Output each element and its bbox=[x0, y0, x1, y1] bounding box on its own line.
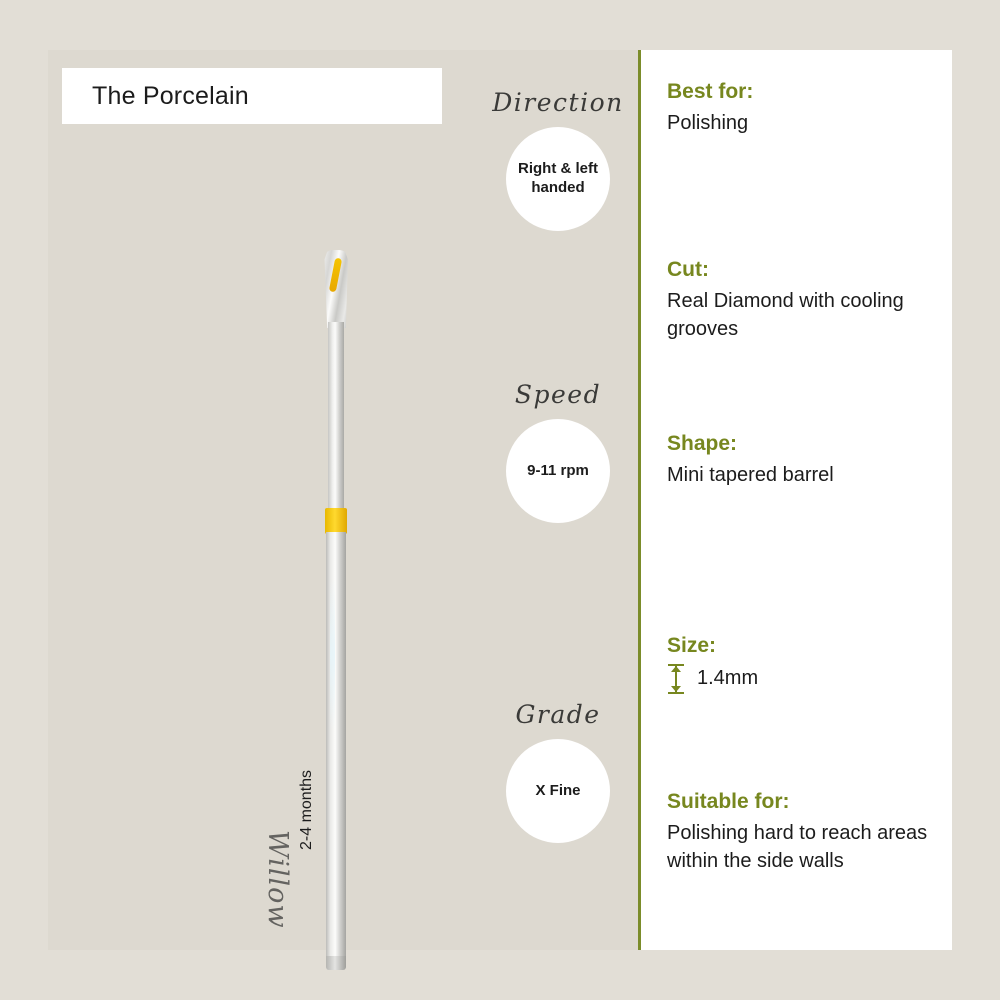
bur-graphic bbox=[313, 250, 359, 970]
attribute-direction bbox=[478, 88, 638, 231]
spec-suitable-for bbox=[667, 790, 937, 875]
spec-shape-value: Mini tapered barrel bbox=[667, 464, 834, 486]
spec-best-for bbox=[667, 80, 937, 138]
bur-shank-icon bbox=[326, 532, 346, 962]
bur-grade-band-icon bbox=[325, 508, 347, 534]
attribute-speed bbox=[478, 380, 638, 523]
specs-panel bbox=[638, 50, 952, 950]
spec-shape-label: Shape: bbox=[667, 432, 738, 455]
page-title: The Porcelain bbox=[92, 81, 249, 110]
spec-best-for-label: Best for: bbox=[667, 80, 754, 103]
title-bar bbox=[62, 68, 442, 124]
attribute-direction-value: Right & left handed bbox=[506, 127, 610, 231]
spec-cut bbox=[667, 258, 937, 343]
bur-illustration bbox=[48, 190, 478, 930]
lifespan-label: 2-4 months bbox=[298, 769, 315, 850]
attribute-grade-value: X Fine bbox=[506, 739, 610, 843]
spec-size bbox=[667, 634, 937, 694]
attribute-grade bbox=[478, 700, 638, 843]
spec-cut-label: Cut: bbox=[667, 258, 709, 281]
product-spec-card bbox=[48, 50, 952, 950]
attribute-direction-label: Direction bbox=[492, 88, 624, 117]
attribute-speed-label: Speed bbox=[514, 380, 602, 409]
spec-suitable-for-value: Polishing hard to reach areas within the side walls bbox=[667, 822, 928, 872]
spec-suitable-for-label: Suitable for: bbox=[667, 790, 790, 813]
spec-size-value: 1.4mm bbox=[697, 667, 759, 690]
spec-shape bbox=[667, 432, 937, 490]
spec-best-for-value: Polishing bbox=[667, 112, 749, 134]
attribute-speed-value: 9-11 rpm bbox=[506, 419, 610, 523]
bur-tip-icon bbox=[326, 956, 346, 970]
attributes-panel bbox=[478, 50, 638, 950]
spec-size-label: Size: bbox=[667, 634, 717, 657]
attribute-grade-label: Grade bbox=[515, 700, 601, 729]
bur-shank-sheen-icon bbox=[330, 580, 335, 730]
product-image-panel bbox=[48, 50, 478, 950]
spec-cut-value: Real Diamond with cooling grooves bbox=[667, 290, 904, 340]
brand-wordmark: Willow bbox=[262, 830, 293, 929]
height-measure-icon bbox=[667, 664, 685, 694]
spec-size-row bbox=[667, 664, 937, 694]
bur-neck-icon bbox=[328, 322, 344, 512]
